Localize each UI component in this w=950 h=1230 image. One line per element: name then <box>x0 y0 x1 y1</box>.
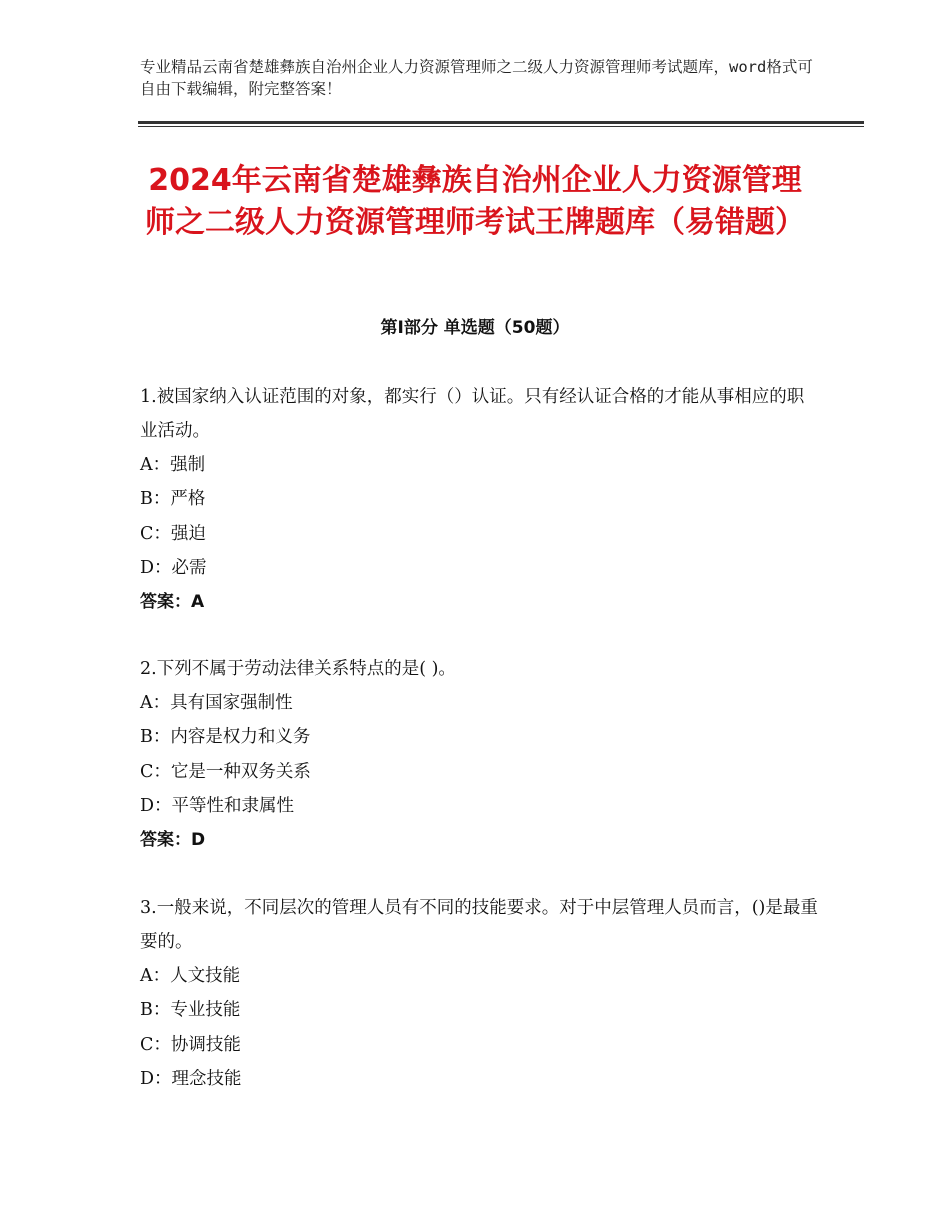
option-d: D：平等性和隶属性 <box>140 795 295 816</box>
header-divider-thin <box>138 126 864 127</box>
answer: 答案：A <box>140 592 205 613</box>
option-b: B：严格 <box>140 489 206 510</box>
section-heading: 第Ⅰ部分 单选题（50题） <box>380 318 570 338</box>
question-2 <box>140 652 820 857</box>
option-d: D：必需 <box>140 557 207 578</box>
question-1 <box>140 380 820 619</box>
option-a: A：人文技能 <box>140 966 241 986</box>
option-a: A：具有国家强制性 <box>140 693 293 713</box>
option-c: C：协调技能 <box>140 1034 241 1055</box>
question-stem: 2.下列不属于劳动法律关系特点的是( )。 <box>140 659 456 679</box>
question-3 <box>140 891 820 1096</box>
question-stem: 3.一般来说，不同层次的管理人员有不同的技能要求。对于中层管理人员而言，()是最重要的。 <box>140 898 818 952</box>
option-a: A：强制 <box>140 455 206 475</box>
question-stem: 1.被国家纳入认证范围的对象，都实行（）认证。只有经认证合格的才能从事相应的职业活动。 <box>140 387 805 441</box>
document-title: 2024年云南省楚雄彝族自治州企业人力资源管理师之二级人力资源管理师考试王牌题库（易错题） <box>145 163 805 240</box>
option-c: C：强迫 <box>140 523 206 544</box>
header-divider-thick <box>138 121 864 124</box>
answer: 答案：D <box>140 830 206 851</box>
option-b: B：内容是权力和义务 <box>140 727 311 748</box>
option-d: D：理念技能 <box>140 1068 242 1089</box>
header-note: 专业精品云南省楚雄彝族自治州企业人力资源管理师之二级人力资源管理师考试题库，word格式可自由下载编辑，附完整答案！ <box>140 58 813 98</box>
option-c: C：它是一种双务关系 <box>140 761 311 782</box>
option-b: B：专业技能 <box>140 1000 241 1021</box>
